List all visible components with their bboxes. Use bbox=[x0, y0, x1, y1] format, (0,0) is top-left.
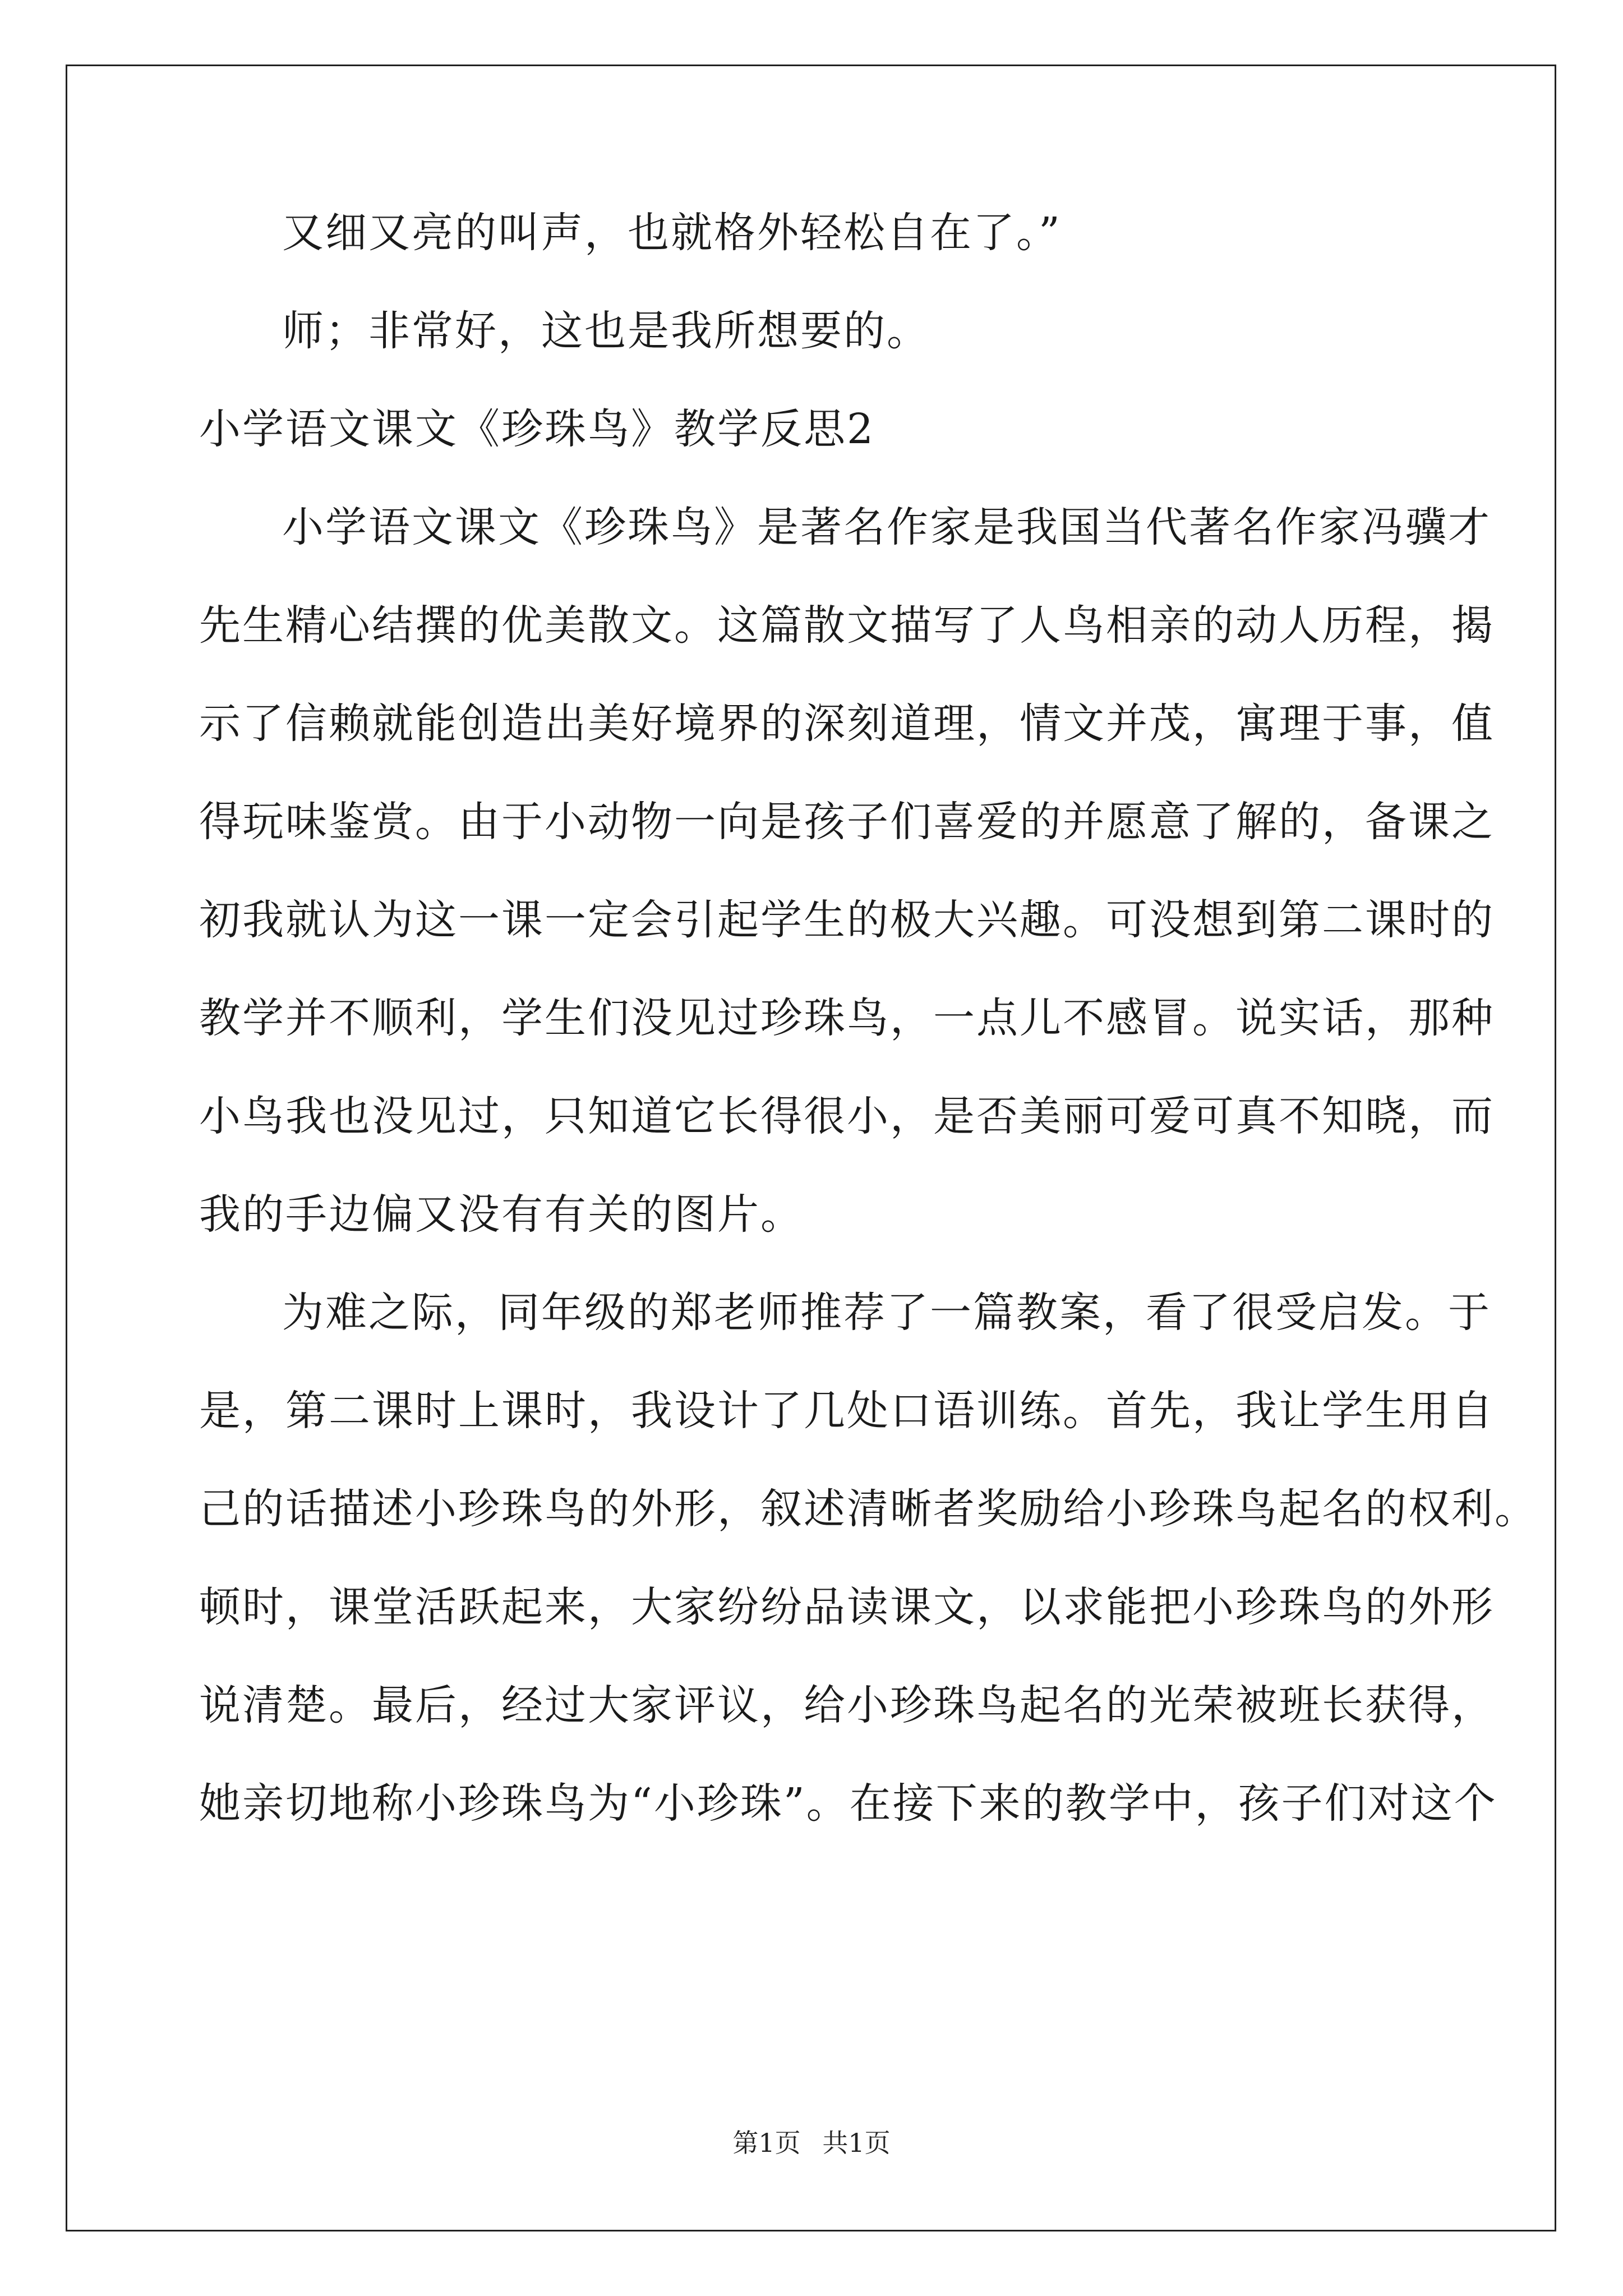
page-total: 共1页 bbox=[822, 2128, 891, 2158]
page-border bbox=[66, 65, 1556, 2231]
text-line: 我的手边偏又没有有关的图片。 bbox=[199, 1190, 804, 1239]
page-number: 第1页 bbox=[732, 2128, 801, 2158]
text-line: 师；非常好，这也是我所想要的。 bbox=[282, 307, 930, 355]
section-heading: 小学语文课文《珍珠鸟》教学反思2 bbox=[199, 405, 875, 453]
text-line: 顿时，课堂活跃起来，大家纷纷品读课文，以求能把小珍珠鸟的外形 bbox=[199, 1583, 1495, 1631]
text-line: 示了信赖就能创造出美好境界的深刻道理，情文并茂，寓理于事，值 bbox=[199, 700, 1495, 748]
text-line: 又细又亮的叫声，也就格外轻松自在了。” bbox=[282, 209, 1062, 257]
page-footer bbox=[0, 2126, 1623, 2160]
text-line: 说清楚。最后，经过大家评议，给小珍珠鸟起名的光荣被班长获得， bbox=[199, 1681, 1495, 1729]
text-line: 得玩味鉴赏。由于小动物一向是孩子们喜爱的并愿意了解的，备课之 bbox=[199, 798, 1495, 846]
text-line: 己的话描述小珍珠鸟的外形，叙述清晰者奖励给小珍珠鸟起名的权利。 bbox=[199, 1485, 1538, 1533]
text-line: 初我就认为这一课一定会引起学生的极大兴趣。可没想到第二课时的 bbox=[199, 896, 1495, 944]
text-line: 她亲切地称小珍珠鸟为“小珍珠”。在接下来的教学中，孩子们对这个 bbox=[199, 1779, 1497, 1828]
text-line: 为难之际，同年级的郑老师推荐了一篇教案，看了很受启发。于 bbox=[282, 1289, 1491, 1337]
text-line: 先生精心结撰的优美散文。这篇散文描写了人鸟相亲的动人历程，揭 bbox=[199, 601, 1495, 650]
text-line: 小学语文课文《珍珠鸟》是著名作家是我国当代著名作家冯骥才 bbox=[282, 503, 1491, 551]
text-line: 教学并不顺利，学生们没见过珍珠鸟，一点儿不感冒。说实话，那种 bbox=[199, 994, 1495, 1042]
text-line: 小鸟我也没见过，只知道它长得很小，是否美丽可爱可真不知晓，而 bbox=[199, 1092, 1495, 1140]
text-line: 是，第二课时上课时，我设计了几处口语训练。首先，我让学生用自 bbox=[199, 1387, 1495, 1435]
